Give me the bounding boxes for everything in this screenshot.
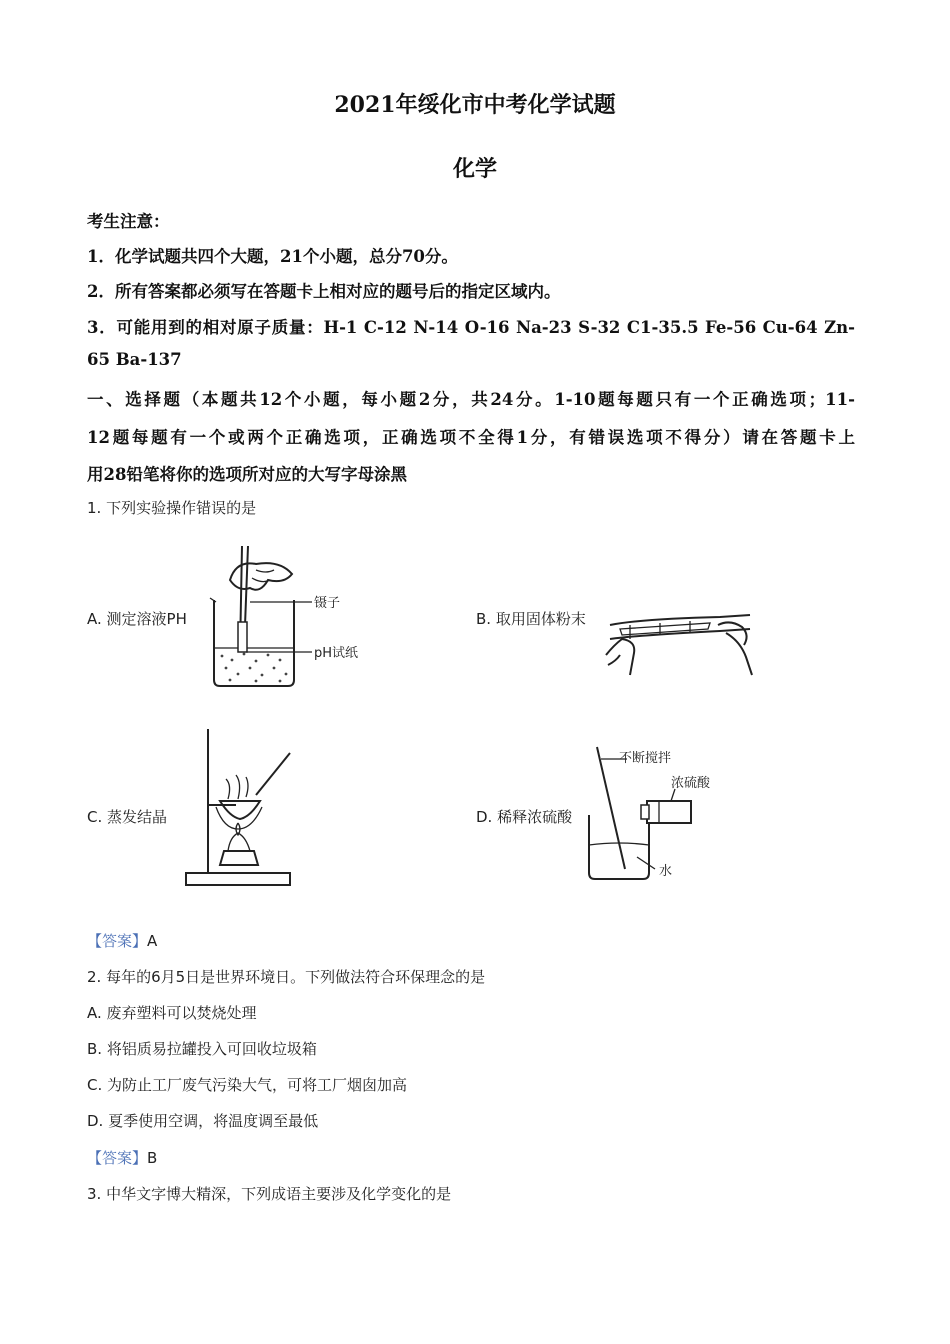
- question-2-option-b: B. 将铝质易拉罐投入可回收垃圾箱: [87, 1040, 317, 1058]
- evaporation-figure: [180, 725, 305, 890]
- notice-item-3-line-1: 3．可能用到的相对原子质量：H-1 C-12 N-14 O-16 Na-23 S-32 C1-35.5 Fe-56 Cu-64 Zn-: [87, 318, 855, 337]
- section-1-line-3: 用28铅笔将你的选项所对应的大写字母涂黑: [87, 465, 407, 484]
- ph-paper-label: pH试纸: [314, 646, 359, 661]
- question-2-option-a: A. 废弃塑料可以焚烧处理: [87, 1004, 257, 1022]
- answer-tag: 【答案】: [87, 1149, 148, 1167]
- question-2-answer: [87, 1147, 157, 1168]
- question-1-option-b: B. 取用固体粉末: [476, 610, 586, 628]
- subject-title: 化学: [452, 156, 497, 182]
- question-1-option-d: D. 稀释浓硫酸: [476, 808, 573, 826]
- question-1-option-a: A. 测定溶液PH: [87, 610, 187, 628]
- section-1-line-2: 12题每题有一个或两个正确选项，正确选项不全得1分，有错误选项不得分）请在答题卡上: [87, 428, 855, 447]
- question-2-option-c: C. 为防止工厂废气污染大气，可将工厂烟囱加高: [87, 1076, 408, 1094]
- question-2-option-d: D. 夏季使用空调，将温度调至最低: [87, 1112, 319, 1130]
- notice-heading: 考生注意：: [87, 212, 170, 231]
- powder-figure: [600, 605, 765, 685]
- notice-item-3-line-2: 65 Ba-137: [87, 350, 182, 369]
- water-label: 水: [659, 864, 673, 879]
- answer-value: B: [147, 1149, 158, 1167]
- answer-value: A: [147, 932, 158, 950]
- page-title: 2021年绥化市中考化学试题: [334, 92, 616, 118]
- ph-test-figure: [200, 540, 360, 690]
- tweezers-label: 镊子: [314, 596, 341, 611]
- question-1-stem: 1. 下列实验操作错误的是: [87, 499, 257, 517]
- notice-item-1: 1．化学试题共四个大题，21个小题，总分70分。: [87, 247, 458, 266]
- notice-item-2: 2．所有答案都必须写在答题卡上相对应的题号后的指定区域内。: [87, 282, 561, 301]
- section-1-line-1: 一、选择题（本题共12个小题，每小题2分，共24分。1-10题每题只有一个正确选项；11-: [87, 390, 855, 409]
- dilution-figure: [575, 745, 750, 885]
- answer-tag: 【答案】: [87, 932, 148, 950]
- question-1-option-c: C. 蒸发结晶: [87, 808, 168, 826]
- question-2-stem: 2. 每年的6月5日是世界环境日。下列做法符合环保理念的是: [87, 968, 486, 986]
- acid-label: 浓硫酸: [671, 776, 711, 791]
- question-3-stem: 3. 中华文字博大精深，下列成语主要涉及化学变化的是: [87, 1185, 452, 1203]
- stir-label: 不断搅拌: [619, 751, 672, 766]
- question-1-answer: [87, 930, 157, 951]
